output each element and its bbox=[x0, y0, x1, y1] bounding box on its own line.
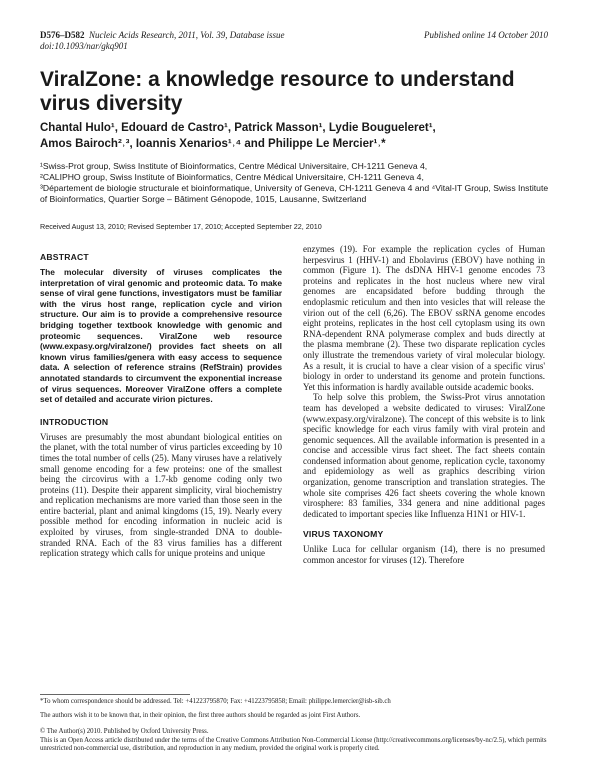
introduction-paragraph: To help solve this problem, the Swiss-Prot virus annotation team has developed a website dedicated to viruses: ViralZone (www.expasy.org/viralzone). The concept of this website is to link specific knowledge for each virus family with viral protein and genomic sequences. All the available information is presented in a concise and accessible virus fact sheet. The fact sheets contain condensed information about genome, replication cycle, taxonomy and epidemiology as well as graphics describing virion organization, genome transcription and translation strategies. The whole site comprises 426 fact sheets covering the whole known virosphere: 83 families, 334 genera and nine additional pages dedicated to important species like Influenza H1N1 or HIV-1. bbox=[303, 392, 545, 519]
virus-taxonomy-paragraph: Unlike Luca for cellular organism (14), there is no presumed common ancestor for viruses (12). Therefore bbox=[303, 544, 545, 566]
correspondence-note: *To whom correspondence should be addressed. Tel: +41223795870; Fax: +41223795858; Email: philippe.lemercier@isb-sib.ch bbox=[40, 698, 391, 705]
introduction-paragraph: Viruses are presumably the most abundant biological entities on the planet, with the total number of virus particles exceeding by 10 times the total number of cells (25). Many viruses have a relatively small genome encoding for a few proteins: one of the smallest being the circovirus with a 1.7-kb genome coding only two proteins (11). Despite their apparent simplicity, viral biochemistry and replication mechanisms are more varied than those seen in the entire bacterial, plant and animal kingdoms (15, 19). Nearly every possible method for encoding information in nucleic acid is exploited by viruses, from single-stranded DNA to double-stranded RNA. Each of the 83 virus families has a different replication strategy which calls for unique proteins and unique bbox=[40, 431, 282, 559]
virus-taxonomy-heading: VIRUS TAXONOMY bbox=[303, 529, 384, 540]
affiliation: ¹Swiss-Prot group, Swiss Institute of Bioinformatics, Centre Médical Universitaire, CH-1211 Geneva 4, bbox=[40, 161, 428, 171]
journal-name: Nucleic Acids Research, 2011, Vol. 39, Database issue bbox=[89, 30, 285, 40]
abstract-text: The molecular diversity of viruses complicates the interpretation of viral genomic and proteomic data. To make sense of viral gene functions, investigators must be familiar with the virus host range, replication cycle and virion structure. Our aim is to provide a comprehensive resource bridging together textbook knowledge with genomic and proteomic sequences. ViralZone web resource (www.expasy.org/viralzone/) provides fact sheets on all known virus families/genera with easy access to sequence data. A selection of reference strains (RefStrain) provides annotated standards to circumvent the exponential increase of virus sequences. Moreover ViralZone offers a complete set of detailed and accurate virion pictures. bbox=[40, 267, 282, 405]
running-header bbox=[40, 30, 548, 54]
footnote-divider bbox=[40, 694, 190, 695]
doi[interactable]: doi:10.1093/nar/gkq901 bbox=[40, 41, 128, 51]
copyright-line: © The Author(s) 2010. Published by Oxford University Press. bbox=[40, 728, 209, 736]
introduction-heading: INTRODUCTION bbox=[40, 416, 109, 427]
license-block bbox=[40, 728, 550, 754]
journal-citation bbox=[40, 30, 285, 52]
joint-first-authors-note: The authors wish it to be known that, in their opinion, the first three authors should be regarded as joint First Authors. bbox=[40, 711, 361, 719]
author-list bbox=[40, 120, 550, 152]
affiliations bbox=[40, 161, 550, 205]
author-line: Chantal Hulo¹, Edouard de Castro¹, Patrick Masson¹, Lydie Bougueleret¹, bbox=[40, 122, 436, 134]
publication-date: Published online 14 October 2010 bbox=[424, 30, 548, 40]
abstract-heading: ABSTRACT bbox=[40, 252, 89, 262]
article-title: ViralZone: a knowledge resource to understand virus diversity bbox=[40, 68, 515, 115]
page-range: D576–D582 bbox=[40, 30, 85, 40]
affiliation: ³Département de biologie structurale et bioinformatique, University of Geneva, CH-1211 Geneva 4 and ⁴Vital-IT Group, Swiss Institute of Bioinformatics, Quartier Sorge – Bâtiment Génopode, 1015, Lausanne, Switzerland bbox=[40, 183, 549, 204]
author-line: Amos Bairoch²˒³, Ioannis Xenarios¹˒⁴ and Philippe Le Mercier¹˒* bbox=[40, 138, 386, 150]
left-column bbox=[40, 252, 282, 559]
affiliation: ²CALIPHO group, Swiss Institute of Bioinformatics, Centre Médical Universitaire, CH-1211 Geneva 4, bbox=[40, 172, 424, 182]
footnotes bbox=[40, 698, 550, 754]
license-text: This is an Open Access article distributed under the terms of the Creative Commons Attribution Non-Commercial License (http://creativecommons.org/licenses/by-nc/2.5), which permits unrestricted non-commercial use, distribution, and reproduction in any medium, provided the original work is properly cited. bbox=[40, 736, 547, 753]
introduction-paragraph-continued: enzymes (19). For example the replication cycles of Human herpesvirus 1 (HHV-1) and Ebolavirus (EBOV) have nothing in common (Figure 1). The dsDNA HHV-1 genome encodes 73 proteins and replicates in the host nucleus where new viral genomes are encapsidated before budding through the endoplasmic reticulum and then into vesicles that will release the virion out of the cell (6,26). The EBOV ssRNA genome encodes eight proteins, replicates in the host cell cytoplasm using its own RNA-dependent RNA polymerase complex and buds directly at the plasma membrane (2). These two disparate replication cycles only illustrate the tremendous variety of viral molecular biology. As a result, it is crucial to have a clear vision of a specific virus' biology in order to understand its genome and protein functions. Yet this information is hardly available outside academic books. bbox=[303, 244, 545, 392]
article-dates: Received August 13, 2010; Revised September 17, 2010; Accepted September 22, 2010 bbox=[40, 222, 322, 231]
right-column bbox=[303, 244, 545, 566]
